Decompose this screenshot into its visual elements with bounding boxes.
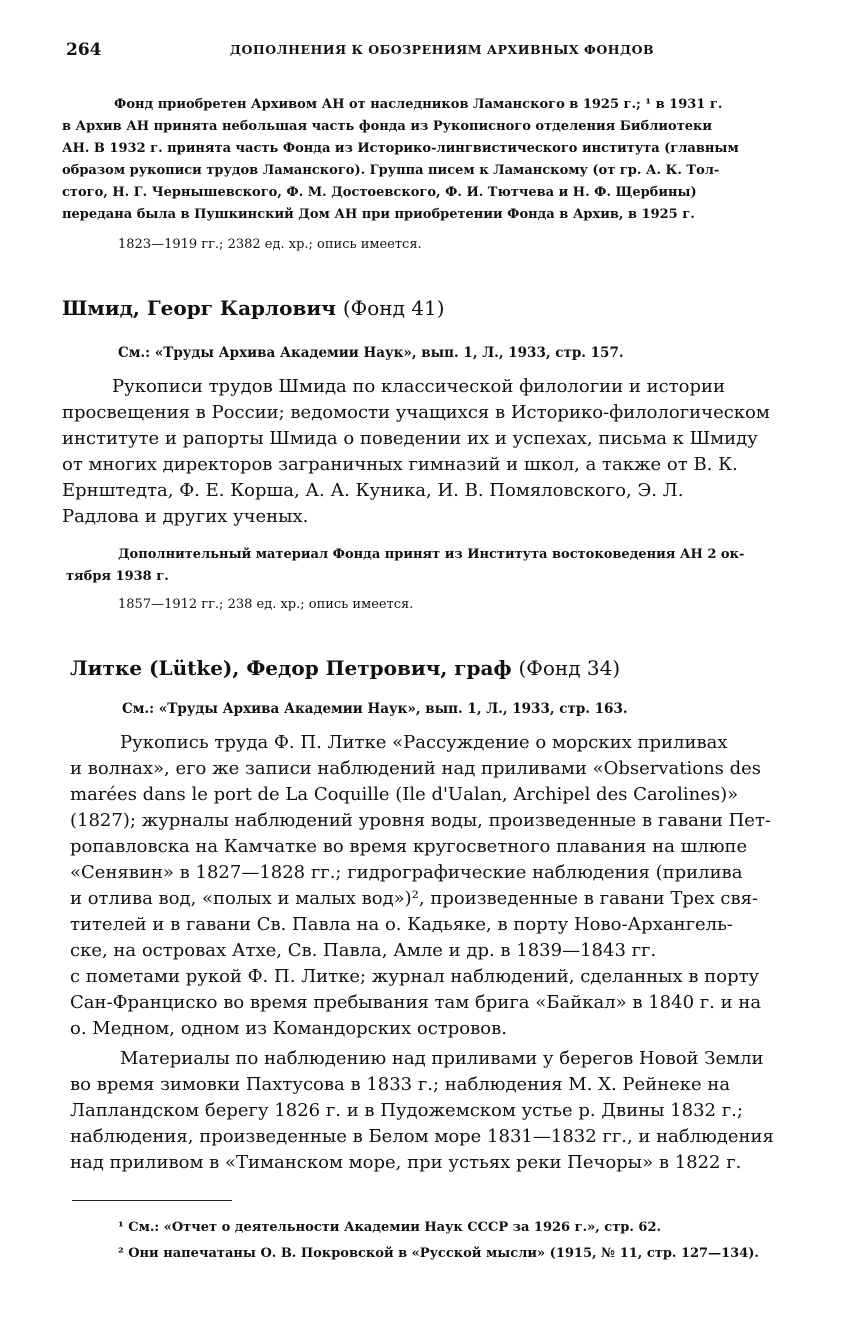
footnote-divider (72, 1200, 232, 1201)
section-heading-schmid (62, 296, 445, 320)
running-head: ДОПОЛНЕНИЯ К ОБОЗРЕНИЯМ АРХИВНЫХ ФОНДОВ (229, 42, 655, 57)
page-number: 264 (66, 40, 102, 60)
litke-p2-line-2: во время зимовки Пахтусова в 1833 г.; наблюдения М. Х. Рейнеке на (70, 1074, 731, 1095)
schmid-holdings: 1857—1912 гг.; 238 ед. хр.; опись имеется. (118, 597, 414, 612)
litke-p1-line-4: (1827); журналы наблюдений уровня воды, произведенные в гавани Пет- (70, 810, 771, 831)
schmid-name: Шмид, Георг Карлович (62, 296, 336, 320)
litke-p1-line-1: Рукопись труда Ф. П. Литке «Рассуждение о морских приливах (120, 732, 728, 753)
litke-p1-line-10: с пометами рукой Ф. П. Литке; журнал наблюдений, сделанных в порту (70, 966, 760, 987)
intro-line-4: образом рукописи трудов Ламанского). Группа писем к Ламанскому (от гр. А. К. Тол- (62, 163, 720, 178)
litke-p1-line-11: Сан-Франциско во время пребывания там брига «Байкал» в 1840 г. и на (70, 992, 762, 1013)
litke-p2-line-1: Материалы по наблюдению над приливами у берегов Новой Земли (120, 1048, 764, 1069)
litke-name: Литке (Lütke), Федор Петрович, граф (70, 656, 512, 680)
footnote-2: ² Они напечатаны О. В. Покровской в «Русской мысли» (1915, № 11, стр. 127—134). (118, 1246, 759, 1261)
litke-p2-line-4: наблюдения, произведенные в Белом море 1831—1832 гг., и наблюдения (70, 1126, 774, 1147)
litke-see-reference: См.: «Труды Архива Академии Наук», вып. 1, Л., 1933, стр. 163. (122, 701, 628, 717)
schmid-body-line-2: просвещения в России; ведомости учащихся в Историко-филологическом (62, 402, 770, 423)
litke-p1-line-12: о. Медном, одном из Командорских островов. (70, 1018, 507, 1039)
intro-holdings: 1823—1919 гг.; 2382 ед. хр.; опись имеется. (118, 237, 422, 252)
page-header (66, 40, 818, 64)
intro-line-3: АН. В 1932 г. принята часть Фонда из Историко-лингвистического института (главным (62, 141, 739, 156)
litke-p2-line-3: Лапландском берегу 1826 г. и в Пудожемском устье р. Двины 1832 г.; (70, 1100, 743, 1121)
schmid-body-line-4: от многих директоров заграничных гимназий и школ, а также от В. К. (62, 454, 738, 475)
litke-p2-line-5: над приливом в «Тиманском море, при устьях реки Печоры» в 1822 г. (70, 1152, 742, 1173)
schmid-fond: (Фонд 41) (342, 296, 445, 320)
schmid-body-line-1: Рукописи трудов Шмида по классической филологии и истории (112, 376, 725, 397)
litke-p1-line-6: «Сенявин» в 1827—1828 гг.; гидрографические наблюдения (прилива (70, 862, 743, 883)
schmid-note-line-1: Дополнительный материал Фонда принят из Института востоковедения АН 2 ок- (118, 547, 745, 562)
schmid-note-line-2: тября 1938 г. (66, 569, 169, 584)
litke-fond: (Фонд 34) (518, 656, 621, 680)
section-heading-litke (70, 656, 620, 680)
footnote-1: ¹ См.: «Отчет о деятельности Академии Наук СССР за 1926 г.», стр. 62. (118, 1220, 662, 1235)
intro-line-5: стого, Н. Г. Чернышевского, Ф. М. Достоевского, Ф. И. Тютчева и Н. Ф. Щербины) (62, 185, 697, 200)
schmid-body-line-5: Ернштедта, Ф. Е. Корша, А. А. Куника, И. В. Помяловского, Э. Л. (62, 480, 684, 501)
litke-p1-line-2: и волнах», его же записи наблюдений над приливами «Observations des (70, 758, 762, 779)
schmid-body-line-3: институте и рапорты Шмида о поведении их и успехах, письма к Шмиду (62, 428, 758, 449)
litke-p1-line-5: ропавловска на Камчатке во время кругосветного плавания на шлюпе (70, 836, 748, 857)
intro-line-6: передана была в Пушкинский Дом АН при приобретении Фонда в Архив, в 1925 г. (62, 207, 695, 222)
litke-p1-line-7: и отлива вод, «полых и малых вод»)², произведенные в гавани Трех свя- (70, 888, 759, 909)
litke-p1-line-9: ске, на островах Атхе, Св. Павла, Амле и др. в 1839—1843 гг. (70, 940, 657, 961)
schmid-body-line-6: Радлова и других ученых. (62, 506, 309, 527)
intro-line-2: в Архив АН принята небольшая часть фонда из Рукописного отделения Библиотеки (62, 119, 713, 134)
litke-p1-line-8: тителей и в гавани Св. Павла на о. Кадьяке, в порту Ново-Архангель- (70, 914, 733, 935)
litke-p1-line-3: marées dans le port de La Coquille (Ile d'Ualan, Archipel des Carolines)» (70, 784, 739, 805)
schmid-see-reference: См.: «Труды Архива Академии Наук», вып. 1, Л., 1933, стр. 157. (118, 345, 624, 361)
intro-line-1: Фонд приобретен Архивом АН от наследников Ламанского в 1925 г.; ¹ в 1931 г. (114, 97, 723, 112)
